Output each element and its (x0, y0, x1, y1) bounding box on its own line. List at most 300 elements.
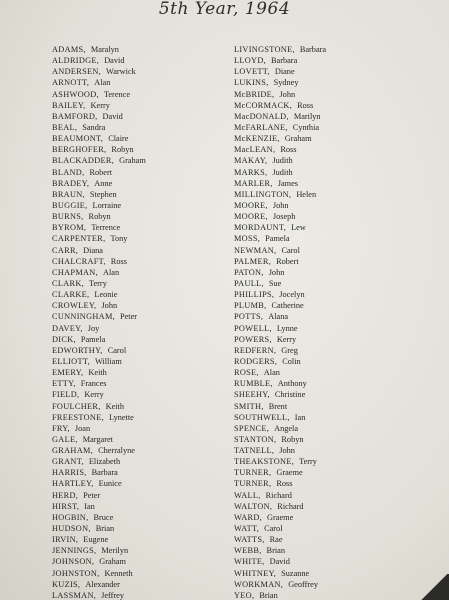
given-name: Pamela (265, 234, 290, 244)
given-name: John (272, 200, 289, 210)
surname: PLUMB, (234, 301, 267, 311)
given-name: Barbara (271, 56, 298, 66)
given-name: Barbara (299, 45, 327, 54)
given-name: Kerry (276, 334, 297, 344)
given-name: Keith (88, 368, 107, 378)
surname: PATON, (234, 267, 264, 277)
name-entry (52, 590, 146, 600)
page-heading: 5th Year, 1964 (158, 0, 291, 19)
surname: SOUTHWELL, (234, 412, 290, 422)
given-name: Diana (83, 245, 103, 255)
name-entry (234, 334, 326, 345)
given-name: Terrence (91, 223, 121, 233)
surname: MacDONALD, (234, 111, 289, 121)
given-name: Stephen (89, 189, 117, 199)
name-entry (234, 356, 326, 367)
name-entry (234, 501, 326, 512)
given-name: James (277, 178, 299, 188)
surname: FREESTONE, (52, 412, 104, 422)
name-entry (234, 556, 326, 567)
given-name: Judith (272, 167, 293, 177)
surname: BERGHOFER, (52, 145, 107, 155)
surname: HOGBIN, (52, 512, 89, 522)
name-entry (234, 222, 326, 233)
name-entry (234, 211, 326, 222)
given-name: Leonie (94, 290, 118, 300)
surname: NEWMAN, (234, 245, 277, 255)
name-entry (234, 534, 326, 545)
surname: HIRST, (52, 501, 80, 511)
surname: PAULL, (234, 278, 264, 288)
name-entry (52, 445, 146, 456)
surname: ADAMS, (52, 45, 86, 54)
name-entry (234, 590, 326, 600)
surname: GRAHAM, (52, 446, 94, 456)
given-name: Terry (89, 278, 107, 288)
given-name: Warwick (106, 67, 136, 77)
surname: ROSE, (234, 368, 259, 378)
name-entry (52, 523, 146, 534)
given-name: David (269, 557, 290, 567)
surname: BAILEY, (52, 100, 86, 110)
name-entry (52, 434, 146, 445)
name-entry (52, 401, 146, 412)
surname: POWELL, (234, 323, 272, 333)
surname: CHALCRAFT, (52, 256, 106, 266)
name-entry (52, 568, 146, 579)
name-entry (52, 189, 146, 200)
given-name: Jocelyn (279, 290, 305, 300)
name-entry (52, 345, 146, 356)
name-entry (234, 568, 326, 579)
given-name: Joy (87, 323, 100, 333)
given-name: Terence (103, 89, 131, 99)
name-entry (234, 256, 326, 267)
given-name: Diane (274, 67, 295, 77)
name-entry (52, 200, 146, 211)
given-name: Peter (83, 490, 101, 500)
name-entry (234, 423, 326, 434)
name-list-left-column (52, 44, 146, 600)
given-name: Ross (276, 479, 293, 489)
given-name: Kerry (90, 100, 110, 110)
given-name: Keith (105, 401, 125, 411)
name-entry (234, 55, 326, 66)
surname: MILLINGTON, (234, 189, 292, 199)
surname: FRY, (52, 423, 70, 433)
given-name: Graeme (276, 468, 303, 478)
name-entry (52, 289, 146, 300)
surname: WATT, (234, 524, 260, 534)
surname: EDWORTHY, (52, 345, 103, 355)
surname: CHAPMAN, (52, 267, 98, 277)
name-entry (234, 300, 326, 311)
given-name: Lorraine (92, 200, 122, 210)
surname: DAVEY, (52, 323, 83, 333)
given-name: Alexander (85, 579, 120, 589)
name-entry (234, 133, 326, 144)
given-name: Robert (276, 256, 299, 266)
given-name: John (268, 267, 285, 277)
name-entry (234, 467, 326, 478)
surname: WATTS, (234, 535, 265, 545)
name-entry (234, 245, 326, 256)
name-entry (52, 55, 146, 66)
surname: BLAND, (52, 167, 85, 177)
given-name: Marilyn (293, 111, 321, 121)
given-name: Brian (266, 546, 285, 556)
surname: JOHNSON, (52, 557, 95, 567)
name-entry (234, 122, 326, 133)
surname: BRADEY, (52, 178, 90, 188)
surname: BLACKADDER, (52, 156, 115, 166)
given-name: Anthony (277, 379, 307, 389)
surname: HARRIS, (52, 468, 87, 478)
given-name: Lynette (108, 412, 134, 422)
given-name: Ian (84, 501, 95, 511)
surname: MacLEAN, (234, 145, 276, 155)
surname: GRANT, (52, 457, 84, 467)
name-entry (52, 467, 146, 478)
name-entry (52, 233, 146, 244)
surname: BAMFORD, (52, 111, 98, 121)
surname: BUGGIE, (52, 200, 88, 210)
name-entry (234, 323, 326, 334)
given-name: Lynne (276, 323, 298, 333)
name-entry (234, 200, 326, 211)
given-name: Graham (119, 156, 146, 166)
surname: WHITNEY, (234, 568, 277, 578)
surname: TATNELL, (234, 446, 275, 456)
name-entry (52, 545, 146, 556)
given-name: Alana (268, 312, 289, 322)
surname: LLOYD, (234, 56, 266, 66)
given-name: Frances (80, 379, 107, 389)
given-name: Catherine (271, 301, 304, 311)
surname: LIVINGSTONE, (234, 45, 295, 54)
surname: BEAUMONT, (52, 134, 104, 144)
given-name: Helen (296, 189, 317, 199)
surname: CUNNINGHAM, (52, 312, 115, 322)
name-entry (234, 434, 326, 445)
surname: McKENZIE, (234, 134, 280, 144)
given-name: William (94, 356, 122, 366)
given-name: Joan (74, 423, 91, 433)
name-entry (52, 77, 146, 88)
name-entry (234, 445, 326, 456)
given-name: Joseph (272, 212, 296, 222)
name-entry (234, 155, 326, 166)
surname: REDFERN, (234, 345, 277, 355)
surname: WHITE, (234, 557, 265, 567)
surname: CARR, (52, 245, 79, 255)
surname: WALL, (234, 490, 261, 500)
surname: PALMER, (234, 256, 272, 266)
name-entry (234, 378, 326, 389)
name-entry (234, 478, 326, 489)
given-name: David (102, 111, 123, 121)
given-name: Graham (99, 557, 127, 567)
given-name: Sydney (273, 78, 299, 88)
name-entry (234, 545, 326, 556)
given-name: Claire (108, 134, 129, 144)
surname: ANDERSEN, (52, 67, 102, 77)
surname: KUZIS, (52, 579, 81, 589)
given-name: Margaret (82, 434, 113, 444)
given-name: Anne (94, 178, 113, 188)
name-entry (52, 245, 146, 256)
surname: WARD, (234, 512, 263, 522)
surname: JOHNSTON, (52, 568, 100, 578)
surname: JENNINGS, (52, 546, 97, 556)
given-name: Merilyn (101, 546, 129, 556)
surname: IRVIN, (52, 535, 79, 545)
name-entry (52, 122, 146, 133)
given-name: Alan (102, 267, 120, 277)
name-entry (52, 144, 146, 155)
surname: BRAUN, (52, 189, 85, 199)
name-entry (52, 167, 146, 178)
name-entry (52, 300, 146, 311)
name-entry (234, 367, 326, 378)
given-name: Suzanne (281, 568, 310, 578)
given-name: Barbara (91, 468, 118, 478)
given-name: Jeffrey (101, 590, 125, 600)
name-entry (234, 267, 326, 278)
surname: WORKMAN, (234, 579, 284, 589)
given-name: Ross (110, 256, 127, 266)
given-name: Robyn (111, 145, 134, 155)
surname: FIELD, (52, 390, 80, 400)
surname: RUMBLE, (234, 379, 273, 389)
given-name: Brian (259, 590, 278, 600)
given-name: Carol (107, 345, 127, 355)
surname: MARLER, (234, 178, 273, 188)
name-entry (234, 512, 326, 523)
name-entry (234, 100, 326, 111)
surname: McFARLANE, (234, 122, 288, 132)
surname: RODGERS, (234, 356, 278, 366)
surname: LASSMAN, (52, 590, 97, 600)
surname: BYROM, (52, 223, 87, 233)
name-entry (52, 100, 146, 111)
name-entry (52, 579, 146, 590)
surname: POTTS, (234, 312, 264, 322)
given-name: Robyn (88, 212, 111, 222)
name-entry (234, 523, 326, 534)
name-entry (52, 323, 146, 334)
given-name: Richard (277, 501, 304, 511)
name-entry (234, 44, 326, 55)
name-entry (234, 311, 326, 322)
name-entry (52, 389, 146, 400)
given-name: Rae (269, 535, 283, 545)
name-entry (234, 401, 326, 412)
given-name: Geoffrey (288, 579, 318, 589)
surname: CLARK, (52, 278, 84, 288)
name-entry (52, 178, 146, 189)
given-name: Eunice (98, 479, 122, 489)
name-entry (52, 44, 146, 55)
name-entry (52, 378, 146, 389)
name-entry (52, 412, 146, 423)
surname: BEAL, (52, 122, 78, 132)
given-name: Peter (120, 312, 138, 322)
surname: SMITH, (234, 401, 264, 411)
name-entry (52, 456, 146, 467)
name-entry (52, 256, 146, 267)
surname: SPENCE, (234, 423, 270, 433)
name-entry (234, 456, 326, 467)
surname: ASHWOOD, (52, 89, 99, 99)
name-entry (52, 278, 146, 289)
name-entry (52, 534, 146, 545)
given-name: Carol (264, 524, 283, 534)
given-name: Richard (265, 490, 292, 500)
given-name: David (104, 56, 125, 66)
surname: PHILLIPS, (234, 290, 275, 300)
given-name: Sue (268, 278, 282, 288)
name-entry (234, 66, 326, 77)
name-entry (52, 222, 146, 233)
given-name: Maralyn (90, 45, 119, 54)
name-entry (52, 66, 146, 77)
given-name: Kerry (84, 390, 104, 400)
surname: HARTLEY, (52, 479, 94, 489)
surname: SHEEHY, (234, 390, 270, 400)
given-name: John (101, 301, 118, 311)
given-name: John (279, 446, 295, 456)
given-name: Ross (280, 145, 297, 155)
surname: ARNOTT, (52, 78, 90, 88)
name-entry (52, 556, 146, 567)
given-name: Angela (274, 423, 299, 433)
surname: CLARKE, (52, 290, 90, 300)
surname: WEBB, (234, 546, 262, 556)
name-entry (234, 111, 326, 122)
given-name: Elizabeth (88, 457, 121, 467)
surname: TURNER, (234, 468, 272, 478)
surname: POWERS, (234, 334, 272, 344)
surname: EMERY, (52, 368, 84, 378)
name-entry (234, 289, 326, 300)
given-name: Tony (110, 234, 128, 244)
name-entry (52, 311, 146, 322)
given-name: Eugene (83, 535, 109, 545)
given-name: Christine (274, 390, 306, 400)
given-name: Robyn (281, 434, 304, 444)
name-entry (52, 501, 146, 512)
given-name: Kenneth (104, 568, 133, 578)
name-entry (52, 111, 146, 122)
name-entry (234, 412, 326, 423)
name-entry (234, 233, 326, 244)
surname: HERD, (52, 490, 79, 500)
name-entry (234, 144, 326, 155)
surname: STANTON, (234, 434, 277, 444)
surname: THEAKSTONE, (234, 457, 295, 467)
given-name: Lew (291, 223, 306, 233)
name-entry (52, 334, 146, 345)
given-name: Bruce (93, 512, 114, 522)
name-entry (234, 77, 326, 88)
given-name: Terry (299, 457, 317, 467)
surname: MOORE, (234, 212, 268, 222)
surname: MOORE, (234, 200, 268, 210)
given-name: Graham (284, 134, 312, 144)
name-entry (234, 490, 326, 501)
given-name: John (279, 89, 296, 99)
given-name: Graeme (267, 512, 294, 522)
surname: MOSS, (234, 234, 261, 244)
name-entry (234, 89, 326, 100)
name-entry (52, 356, 146, 367)
name-entry (234, 389, 326, 400)
name-entry (52, 478, 146, 489)
given-name: Alan (94, 78, 111, 88)
surname: MAKAY, (234, 156, 268, 166)
name-entry (52, 512, 146, 523)
name-entry (234, 345, 326, 356)
surname: BURNS, (52, 212, 84, 222)
given-name: Brian (95, 524, 115, 534)
given-name: Alan (263, 368, 280, 378)
surname: LOVETT, (234, 67, 270, 77)
name-entry (52, 490, 146, 501)
surname: McCORMACK, (234, 100, 293, 110)
dark-corner (419, 574, 449, 600)
surname: ALDRIDGE, (52, 56, 100, 66)
surname: ELLIOTT, (52, 356, 90, 366)
surname: CARPENTER, (52, 234, 106, 244)
surname: YEO, (234, 590, 255, 600)
given-name: Judith (272, 156, 293, 166)
name-entry (52, 89, 146, 100)
surname: TURNER, (234, 479, 272, 489)
given-name: Brent (268, 401, 288, 411)
surname: ETTY, (52, 379, 76, 389)
surname: MORDAUNT, (234, 223, 287, 233)
surname: McBRIDE, (234, 89, 275, 99)
surname: GALE, (52, 434, 78, 444)
surname: LUKINS, (234, 78, 269, 88)
given-name: Colin (282, 356, 301, 366)
name-entry (52, 367, 146, 378)
given-name: Greg (281, 345, 298, 355)
surname: HUDSON, (52, 524, 91, 534)
given-name: Cherralyne (98, 446, 135, 456)
surname: WALTON, (234, 501, 273, 511)
name-entry (234, 178, 326, 189)
given-name: Sandra (82, 122, 106, 132)
name-entry (52, 211, 146, 222)
surname: CROWLEY, (52, 301, 97, 311)
given-name: Carol (281, 245, 300, 255)
name-entry (52, 155, 146, 166)
name-entry (52, 133, 146, 144)
given-name: Ross (297, 100, 314, 110)
name-entry (234, 189, 326, 200)
given-name: Pamela (80, 334, 106, 344)
given-name: Ian (294, 412, 306, 422)
given-name: Cynthia (292, 122, 320, 132)
surname: MARKS, (234, 167, 268, 177)
name-list-right-column (234, 44, 326, 600)
surname: DICK, (52, 334, 76, 344)
name-entry (234, 167, 326, 178)
name-entry (234, 278, 326, 289)
name-entry (234, 579, 326, 590)
